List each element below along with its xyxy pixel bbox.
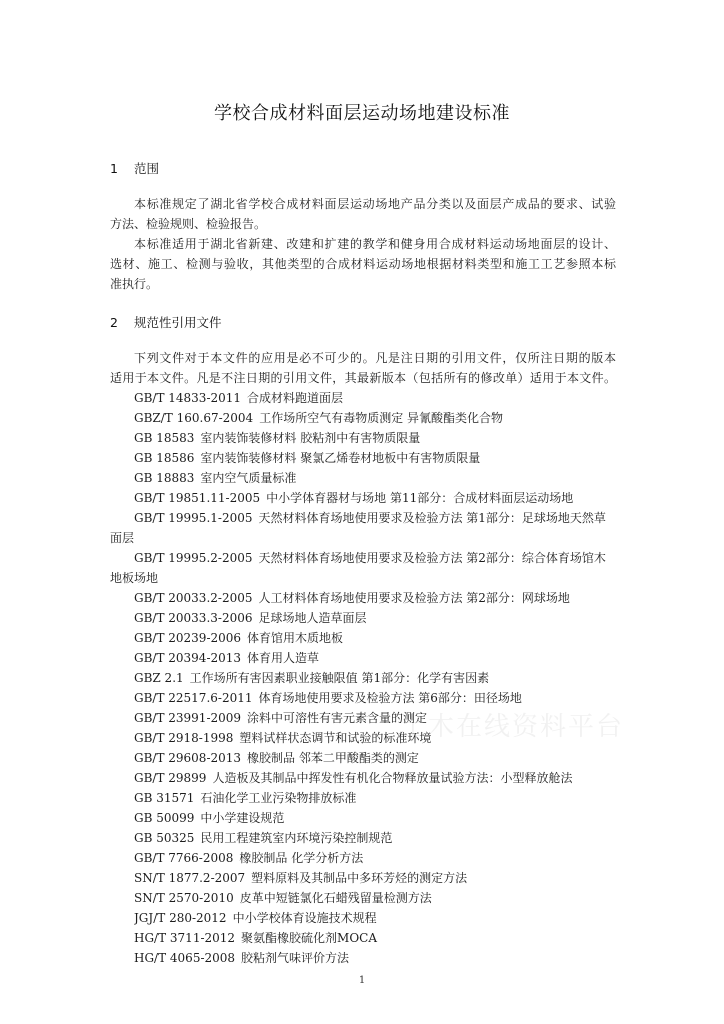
reference-item	[134, 508, 616, 528]
reference-title: 中小学体育器材与场地 第11部分：合成材料面层运动场地	[266, 491, 574, 505]
reference-code: GBZ/T 160.67-2004	[134, 411, 254, 425]
reference-item	[134, 948, 616, 968]
reference-code: GB/T 14833-2011	[134, 391, 242, 405]
reference-item	[134, 408, 616, 428]
reference-title: 体育馆用木质地板	[247, 631, 344, 645]
reference-title: 人造板及其制品中挥发性有机化合物释放量试验方法：小型释放舱法	[212, 771, 573, 785]
reference-item	[134, 448, 616, 468]
reference-item	[134, 388, 616, 408]
reference-continuation: 面层	[110, 531, 135, 545]
reference-item	[134, 768, 616, 788]
reference-item	[134, 928, 616, 948]
reference-code: GB/T 19995.1-2005	[134, 511, 253, 525]
section-1-title: 范围	[133, 161, 159, 176]
section-2-intro-line-2: 适用于本文件。凡是不注日期的引用文件，其最新版本（包括所有的修改单）适用于本文件。	[110, 371, 616, 385]
section-1-para-1-line-2: 方法、检验规则、检验报告。	[110, 217, 267, 231]
reference-title: 中小学校体育设施技术规程	[232, 911, 377, 925]
watermark: 土木在线资料平台	[400, 712, 625, 742]
section-1-para-2-line-2: 选材、施工、检测与验收，其他类型的合成材料运动场地根据材料类型和施工工艺参照本标	[110, 257, 616, 271]
reference-title: 室内装饰装修材料 胶粘剂中有害物质限量	[200, 431, 421, 445]
reference-item	[134, 828, 616, 848]
reference-item	[134, 808, 616, 828]
document-title: 学校合成材料面层运动场地建设标准	[214, 103, 510, 124]
reference-title: 中小学建设规范	[200, 811, 285, 825]
reference-item	[134, 608, 616, 628]
reference-code: GB/T 19851.11-2005	[134, 491, 261, 505]
section-1-para-1-line-1: 本标准规定了湖北省学校合成材料面层运动场地产品分类以及面层产成品的要求、试验	[134, 197, 616, 211]
reference-title: 足球场地人造草面层	[258, 611, 367, 625]
reference-title: 橡胶制品 邻苯二甲酸酯类的测定	[247, 751, 419, 765]
reference-item	[134, 488, 616, 508]
reference-item	[134, 588, 616, 608]
reference-code: GB/T 19995.2-2005	[134, 551, 253, 565]
reference-title: 天然材料体育场地使用要求及检验方法 第1部分：足球场地天然草	[258, 511, 606, 525]
reference-item	[134, 628, 616, 648]
reference-code: GB/T 23991-2009	[134, 711, 242, 725]
reference-code: GB 31571	[134, 791, 195, 805]
reference-title: 天然材料体育场地使用要求及检验方法 第2部分：综合体育场馆木	[258, 551, 606, 565]
reference-code: GB 18586	[134, 451, 195, 465]
reference-item	[134, 868, 616, 888]
reference-item	[134, 548, 616, 568]
reference-code: HG/T 4065-2008	[134, 951, 236, 965]
reference-title: 合成材料跑道面层	[247, 391, 344, 405]
reference-code: GB/T 20239-2006	[134, 631, 242, 645]
reference-code: JGJ/T 280-2012	[134, 911, 227, 925]
reference-code: GB/T 22517.6-2011	[134, 691, 253, 705]
reference-code: GB/T 29608-2013	[134, 751, 242, 765]
reference-title: 室内空气质量标准	[200, 471, 297, 485]
reference-code: GB/T 20033.3-2006	[134, 611, 253, 625]
reference-item	[134, 648, 616, 668]
reference-item	[134, 888, 616, 908]
reference-title: 工作场所空气有毒物质测定 异氰酸酯类化合物	[259, 411, 504, 425]
reference-item	[134, 428, 616, 448]
reference-continuation: 地板场地	[110, 571, 159, 585]
reference-title: 胶粘剂气味评价方法	[241, 951, 350, 965]
reference-title: 聚氨酯橡胶硫化剂MOCA	[241, 931, 378, 945]
section-2-title: 规范性引用文件	[133, 315, 222, 330]
reference-title: 人工材料体育场地使用要求及检验方法 第2部分：网球场地	[258, 591, 570, 605]
reference-title: 塑料试样状态调节和试验的标准环境	[239, 731, 432, 745]
reference-code: GB 18583	[134, 431, 195, 445]
reference-item	[134, 748, 616, 768]
section-1-number: 1	[110, 161, 118, 176]
reference-item	[134, 908, 616, 928]
reference-title: 体育用人造草	[247, 651, 320, 665]
section-1-para-2-line-3: 准执行。	[110, 277, 159, 291]
reference-title: 工作场所有害因素职业接触限值 第1部分：化学有害因素	[189, 671, 490, 685]
reference-item	[134, 668, 616, 688]
reference-code: GB/T 2918-1998	[134, 731, 234, 745]
reference-code: GB 18883	[134, 471, 195, 485]
reference-title: 塑料原料及其制品中多环芳烃的测定方法	[251, 871, 468, 885]
reference-title: 石油化学工业污染物排放标准	[200, 791, 357, 805]
reference-title: 涂料中可溶性有害元素含量的测定	[247, 711, 428, 725]
reference-title: 皮革中短链氯化石蜡残留量检测方法	[239, 891, 432, 905]
section-2-number: 2	[110, 315, 118, 330]
reference-code: SN/T 2570-2010	[134, 891, 234, 905]
reference-code: GB 50099	[134, 811, 195, 825]
reference-item	[134, 848, 616, 868]
reference-code: SN/T 1877.2-2007	[134, 871, 246, 885]
reference-item	[134, 688, 616, 708]
reference-code: GB/T 29899	[134, 771, 207, 785]
reference-code: GB/T 20033.2-2005	[134, 591, 253, 605]
reference-title: 民用工程建筑室内环境污染控制规范	[200, 831, 393, 845]
reference-item	[134, 468, 616, 488]
page-number: 1	[358, 975, 366, 986]
reference-code: GB/T 20394-2013	[134, 651, 242, 665]
reference-title: 体育场地使用要求及检验方法 第6部分：田径场地	[258, 691, 522, 705]
reference-code: GBZ 2.1	[134, 671, 184, 685]
section-1-heading	[110, 159, 159, 177]
reference-code: HG/T 3711-2012	[134, 931, 236, 945]
reference-title: 室内装饰装修材料 聚氯乙烯卷材地板中有害物质限量	[200, 451, 481, 465]
reference-title: 橡胶制品 化学分析方法	[239, 851, 364, 865]
reference-item	[134, 788, 616, 808]
section-2-heading	[110, 313, 222, 331]
reference-code: GB 50325	[134, 831, 195, 845]
reference-code: GB/T 7766-2008	[134, 851, 234, 865]
section-2-intro-line-1: 下列文件对于本文件的应用是必不可少的。凡是注日期的引用文件，仅所注日期的版本	[134, 351, 616, 365]
section-1-para-2-line-1: 本标准适用于湖北省新建、改建和扩建的教学和健身用合成材料运动场地面层的设计、	[134, 237, 616, 251]
